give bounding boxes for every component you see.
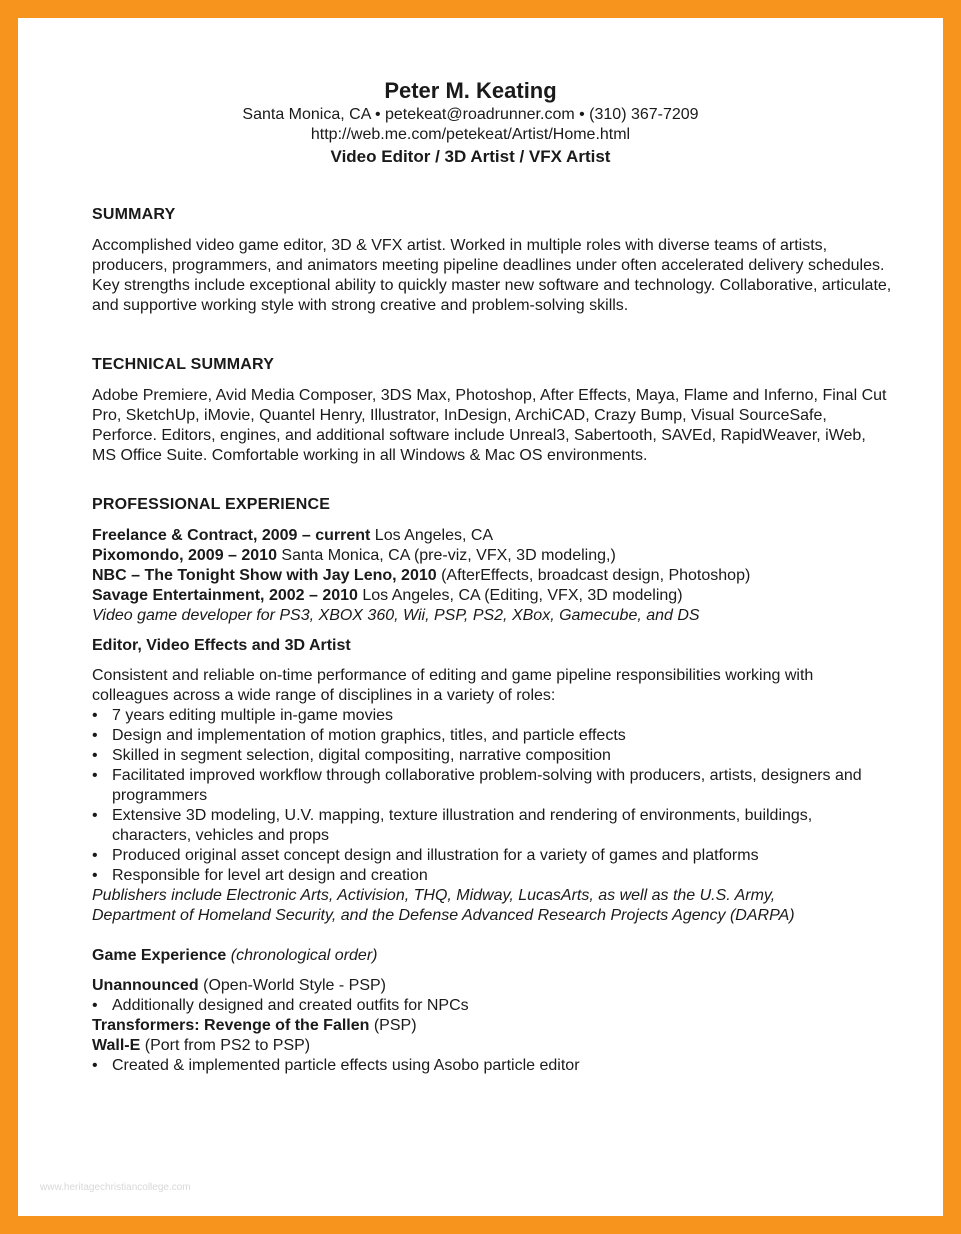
job-title: Freelance & Contract, 2009 – current bbox=[92, 527, 371, 544]
job-detail: (AfterEffects, broadcast design, Photoshop) bbox=[436, 567, 751, 584]
list-item-text: Facilitated improved workflow through collaborative problem-solving with producers, artists, designers and programmers bbox=[112, 767, 862, 804]
list-item bbox=[92, 866, 872, 886]
job-title: NBC – The Tonight Show with Jay Leno, 2010 bbox=[92, 567, 437, 584]
list-item bbox=[92, 766, 872, 806]
game-title: Unannounced bbox=[92, 977, 199, 994]
game-detail: (PSP) bbox=[369, 1017, 417, 1034]
job-entry bbox=[92, 586, 683, 606]
game-title: Transformers: Revenge of the Fallen bbox=[92, 1017, 370, 1034]
game-detail: (Open-World Style - PSP) bbox=[198, 977, 386, 994]
bullet-mark: • bbox=[92, 1057, 98, 1074]
bullet-mark: • bbox=[92, 807, 98, 824]
job-titles: Video Editor / 3D Artist / VFX Artist bbox=[330, 147, 611, 166]
game-experience-title: Game Experience bbox=[92, 947, 227, 964]
job-entry bbox=[92, 526, 493, 546]
list-item-text: Additionally designed and created outfits for NPCs bbox=[112, 997, 469, 1014]
bullet-mark: • bbox=[92, 747, 98, 764]
list-item-text: Extensive 3D modeling, U.V. mapping, texture illustration and rendering of environments, buildings, characters, vehicles and props bbox=[112, 807, 813, 844]
job-title: Savage Entertainment, 2002 – 2010 bbox=[92, 587, 358, 604]
list-item bbox=[92, 726, 872, 746]
portfolio-url: http://web.me.com/petekeat/Artist/Home.html bbox=[310, 126, 631, 143]
game-entry bbox=[92, 1016, 417, 1036]
list-item-text: 7 years editing multiple in-game movies bbox=[112, 707, 394, 724]
list-item-text: Created & implemented particle effects using Asobo particle editor bbox=[112, 1057, 580, 1074]
technical-summary-text: Adobe Premiere, Avid Media Composer, 3DS Max, Photoshop, After Effects, Maya, Flame and Inferno, Final Cut Pro, SketchUp, iMovie, Quantel Henry, Illustrator, InDesign, ArchiCAD, Crazy Bump, Visual SourceSafe, Perforce. Editors, engines, and additional software include Unreal3, Sabertooth, SAVEd, RapidWeaver, iWeb, MS Office Suite. Comfortable working in all Windows & Mac OS environments. bbox=[92, 387, 887, 464]
contact-line: Santa Monica, CA • petekeat@roadrunner.com • (310) 367-7209 bbox=[242, 106, 699, 123]
candidate-name: Peter M. Keating bbox=[384, 78, 557, 103]
game-title: Wall-E bbox=[92, 1037, 141, 1054]
list-item bbox=[92, 996, 872, 1016]
list-item bbox=[92, 806, 872, 846]
experience-heading: PROFESSIONAL EXPERIENCE bbox=[92, 496, 331, 513]
list-item-text: Design and implementation of motion graphics, titles, and particle effects bbox=[112, 727, 626, 744]
bullet-mark: • bbox=[92, 727, 98, 744]
job-entry bbox=[92, 566, 750, 586]
job-detail: Los Angeles, CA (Editing, VFX, 3D modeling) bbox=[357, 587, 683, 604]
list-item bbox=[92, 706, 872, 726]
role-intro: Consistent and reliable on-time performance of editing and game pipeline responsibilities working with colleagues across a wide range of disciplines in a variety of roles: bbox=[92, 667, 814, 704]
savage-note bbox=[92, 606, 700, 626]
list-item-text: Responsible for level art design and creation bbox=[112, 867, 428, 884]
list-item-text: Skilled in segment selection, digital compositing, narrative composition bbox=[112, 747, 611, 764]
bullet-mark: • bbox=[92, 707, 98, 724]
list-item bbox=[92, 1056, 872, 1076]
summary-text: Accomplished video game editor, 3D & VFX artist. Worked in multiple roles with diverse teams of artists, producers, programmers, and animators meeting pipeline deadlines under often accelerated delivery schedules. Key strengths include exceptional ability to quickly master new software and technology. Collaborative, articulate, and supportive working style with strong creative and problem-solving skills. bbox=[92, 237, 892, 314]
bullet-mark: • bbox=[92, 867, 98, 884]
technical-summary-heading: TECHNICAL SUMMARY bbox=[92, 356, 275, 373]
bullet-mark: • bbox=[92, 847, 98, 864]
role-heading-text: Editor, Video Effects and 3D Artist bbox=[92, 637, 351, 654]
list-item bbox=[92, 746, 872, 766]
savage-note-text: Video game developer for PS3, XBOX 360, Wii, PSP, PS2, XBox, Gamecube, and DS bbox=[92, 607, 700, 624]
list-item bbox=[92, 846, 872, 866]
game-detail: (Port from PS2 to PSP) bbox=[140, 1037, 311, 1054]
job-detail: Santa Monica, CA (pre-viz, VFX, 3D modeling,) bbox=[276, 547, 616, 564]
bullet-mark: • bbox=[92, 767, 98, 784]
game-entry bbox=[92, 1036, 310, 1056]
job-title: Pixomondo, 2009 – 2010 bbox=[92, 547, 277, 564]
game-experience-note: (chronological order) bbox=[226, 947, 378, 964]
summary-heading: SUMMARY bbox=[92, 206, 176, 223]
publishers-note: Publishers include Electronic Arts, Activision, THQ, Midway, LucasArts, as well as the U.S. Army, Department of Homeland Security, and the Defense Advanced Research Projects Agency (DARPA) bbox=[92, 887, 795, 924]
watermark: www.heritagechristiancollege.com bbox=[40, 1182, 191, 1193]
bullet-mark: • bbox=[92, 997, 98, 1014]
game-experience-heading bbox=[92, 946, 377, 966]
game-entry bbox=[92, 976, 386, 996]
role-heading bbox=[92, 636, 351, 656]
job-entry bbox=[92, 546, 616, 566]
list-item-text: Produced original asset concept design and illustration for a variety of games and platforms bbox=[112, 847, 759, 864]
job-detail: Los Angeles, CA bbox=[370, 527, 494, 544]
